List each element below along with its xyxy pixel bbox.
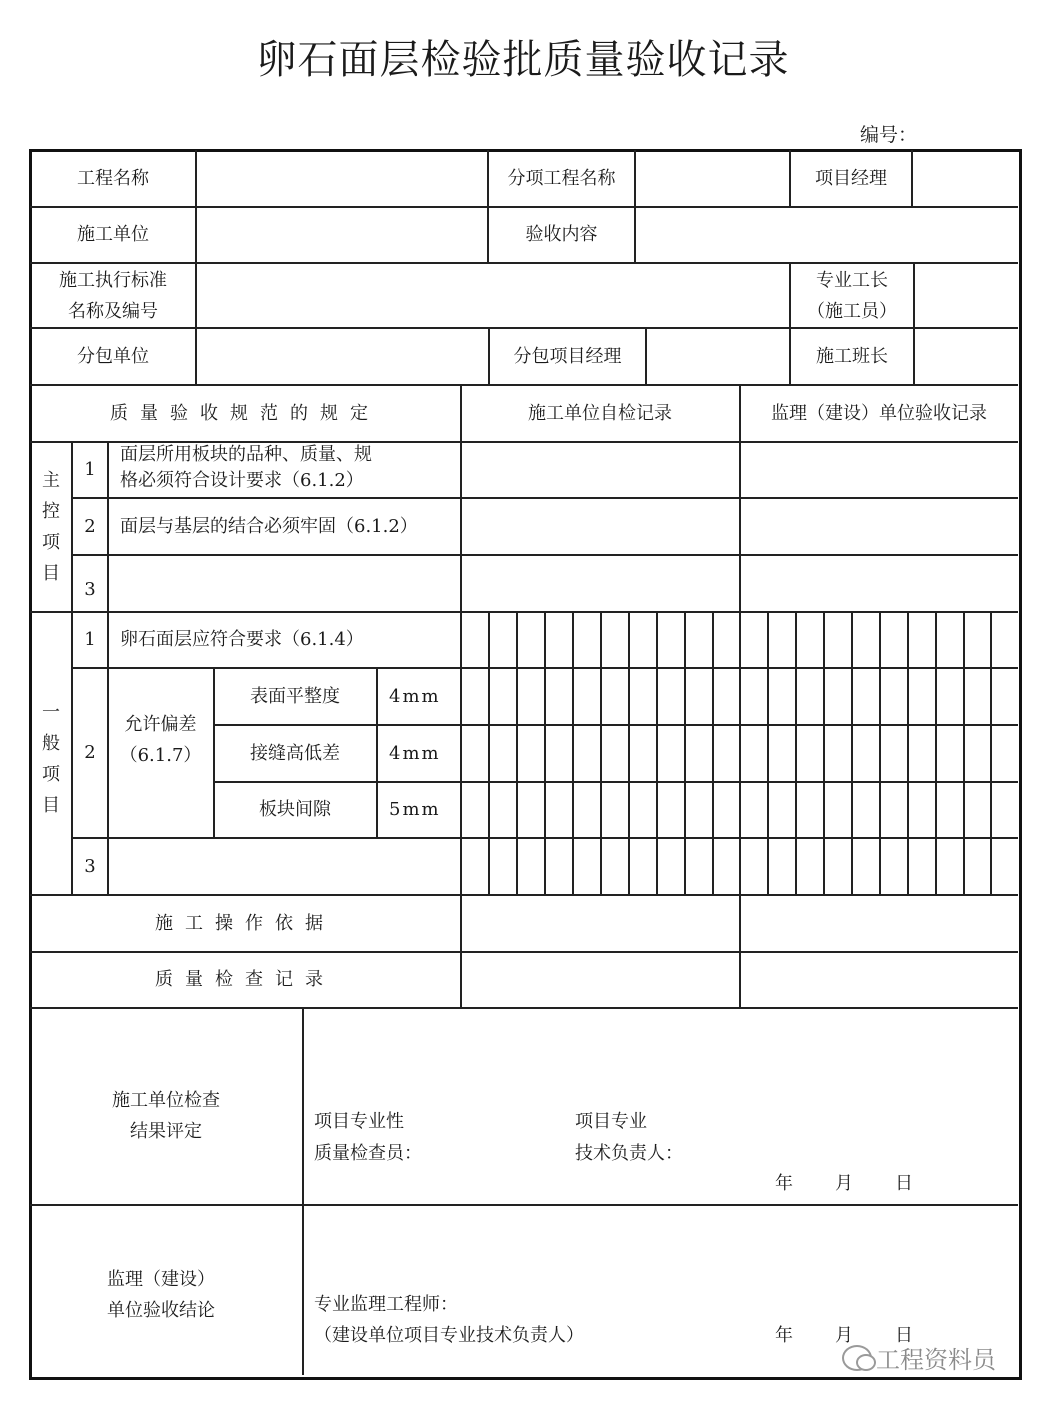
- input-project-name[interactable]: [196, 150, 488, 207]
- header-regulation: 质量验收规范的规定: [110, 402, 380, 424]
- label-line: 监理（建设）: [107, 1269, 215, 1290]
- main-item-text: 面层与基层的结合必须牢固（6.1.2）: [120, 515, 418, 537]
- input-foreman[interactable]: [914, 263, 1018, 328]
- grid-line: [544, 612, 546, 895]
- main-item-no: 3: [84, 579, 96, 600]
- wechat-icon: [842, 1345, 872, 1371]
- main-item-supervision[interactable]: [740, 442, 1018, 498]
- main-item-text: [108, 442, 460, 498]
- tech-lead-label-1: 项目专业: [575, 1111, 647, 1132]
- grid-line: [963, 612, 965, 895]
- input-project-manager[interactable]: [912, 150, 1018, 207]
- date-year: 年: [775, 1325, 793, 1346]
- input-subcontractor[interactable]: [196, 328, 489, 385]
- main-item-self-check[interactable]: [460, 498, 740, 555]
- date-day: 日: [895, 1173, 913, 1194]
- header-self-check: 施工单位自检记录: [528, 402, 672, 424]
- general-item-text: 卵石面层应符合要求（6.1.4）: [120, 629, 364, 650]
- label-project-name: 工程名称: [77, 167, 149, 189]
- input-construction-unit[interactable]: [196, 207, 488, 263]
- label-construction-eval: [30, 1008, 302, 1205]
- label-line: 施工执行标准: [59, 269, 167, 291]
- main-item-no: 1: [84, 459, 96, 480]
- input-operation-basis-supervision[interactable]: [740, 895, 1018, 952]
- input-quality-record-supervision[interactable]: [740, 952, 1018, 1008]
- deviation-name: 接缝高低差: [250, 742, 340, 764]
- label-sub-project-manager: 分包项目经理: [513, 345, 622, 367]
- serial-number-label: 编号：: [860, 124, 918, 146]
- label-project-manager: 项目经理: [815, 167, 887, 189]
- label-char: 项: [42, 532, 60, 553]
- date-month: 月: [835, 1173, 853, 1194]
- label-acceptance-content: 验收内容: [525, 224, 598, 245]
- label-char: 项: [42, 763, 60, 785]
- label-line: 允许偏差: [124, 714, 197, 735]
- grid-line: [516, 612, 518, 895]
- grid-line: [851, 612, 853, 895]
- grid-line: [712, 612, 714, 895]
- label-allowed-deviation: [108, 668, 213, 838]
- label-general: [30, 612, 72, 895]
- label-quality-record: 质量检查记录: [155, 969, 335, 990]
- input-operation-basis-self[interactable]: [460, 895, 740, 952]
- inspector-label-2: 质量检查员：: [314, 1143, 422, 1164]
- watermark: [842, 1340, 996, 1375]
- general-item-no: 3: [84, 855, 96, 877]
- grid-line: [628, 612, 630, 895]
- grid-line: [600, 612, 602, 895]
- main-item-text[interactable]: [108, 555, 460, 612]
- grid-line: [935, 612, 937, 895]
- header-supervision-check: 监理（建设）单位验收记录: [771, 402, 987, 424]
- label-line: 名称及编号: [68, 300, 158, 322]
- input-standard[interactable]: [196, 263, 790, 328]
- date-year: 年: [775, 1173, 793, 1194]
- label-main-control: [30, 442, 72, 612]
- main-item-supervision[interactable]: [740, 555, 1018, 612]
- label-char: 一: [42, 701, 60, 723]
- watermark-text: 工程资料员: [876, 1346, 996, 1374]
- label-char: 目: [42, 563, 60, 584]
- label-char: 控: [42, 501, 60, 522]
- date-month: 月: [835, 1325, 853, 1346]
- input-sub-project-manager[interactable]: [646, 328, 790, 385]
- label-supervision-eval: [30, 1205, 302, 1375]
- label-line: 专业工长: [816, 269, 888, 291]
- inspector-label-1: 项目专业性: [314, 1111, 404, 1132]
- label-char: 目: [42, 794, 60, 816]
- label-team-leader: 施工班长: [816, 345, 888, 367]
- label-line: 施工单位检查: [112, 1089, 220, 1111]
- grid-line: [907, 612, 909, 895]
- label-construction-unit: 施工单位: [77, 224, 149, 245]
- general-item-no: 2: [84, 742, 96, 763]
- main-item-supervision[interactable]: [740, 498, 1018, 555]
- item-line: 格必须符合设计要求（6.1.2）: [120, 470, 364, 491]
- label-line: 结果评定: [130, 1120, 202, 1142]
- deviation-value: 5mm: [389, 799, 441, 820]
- deviation-name: 板块间隙: [259, 799, 331, 820]
- deviation-name: 表面平整度: [250, 685, 340, 707]
- engineer-label: 专业监理工程师：: [314, 1294, 458, 1315]
- document-title: 卵石面层检验批质量验收记录: [256, 37, 790, 83]
- input-acceptance-content[interactable]: [635, 207, 1018, 263]
- item-line: 面层所用板块的品种、质量、规: [120, 444, 372, 465]
- label-line: （施工员）: [807, 300, 897, 322]
- tech-lead-label-2: 技术负责人：: [575, 1143, 683, 1164]
- input-sub-project-name[interactable]: [635, 150, 790, 207]
- input-quality-record-self[interactable]: [460, 952, 740, 1008]
- label-line: 单位验收结论: [107, 1300, 215, 1321]
- date-day: 日: [895, 1325, 913, 1346]
- grid-line: [767, 612, 769, 895]
- general-item-text[interactable]: [108, 838, 460, 895]
- grid-line: [879, 612, 881, 895]
- grid-line: [488, 612, 490, 895]
- label-sub-project-name: 分项工程名称: [507, 167, 616, 189]
- grid-line: [572, 612, 574, 895]
- grid-line: [823, 612, 825, 895]
- label-foreman: [790, 263, 914, 328]
- grid-line: [684, 612, 686, 895]
- owner-rep-label: （建设单位项目专业技术负责人）: [314, 1325, 584, 1346]
- general-item-no: 1: [84, 629, 96, 650]
- deviation-value: 4mm: [389, 742, 441, 764]
- main-item-self-check[interactable]: [460, 442, 740, 498]
- label-operation-basis: 施工操作依据: [155, 912, 335, 934]
- main-item-self-check[interactable]: [460, 555, 740, 612]
- deviation-value: 4mm: [389, 685, 441, 707]
- label-char: 主: [42, 470, 60, 491]
- input-team-leader[interactable]: [914, 328, 1018, 385]
- main-item-no: 2: [84, 515, 96, 537]
- grid-line: [656, 612, 658, 895]
- grid-line: [795, 612, 797, 895]
- label-char: 般: [42, 732, 60, 754]
- label-line: （6.1.7）: [119, 745, 202, 766]
- grid-line: [990, 612, 992, 895]
- label-standard: [30, 263, 196, 328]
- label-subcontractor: 分包单位: [77, 345, 149, 367]
